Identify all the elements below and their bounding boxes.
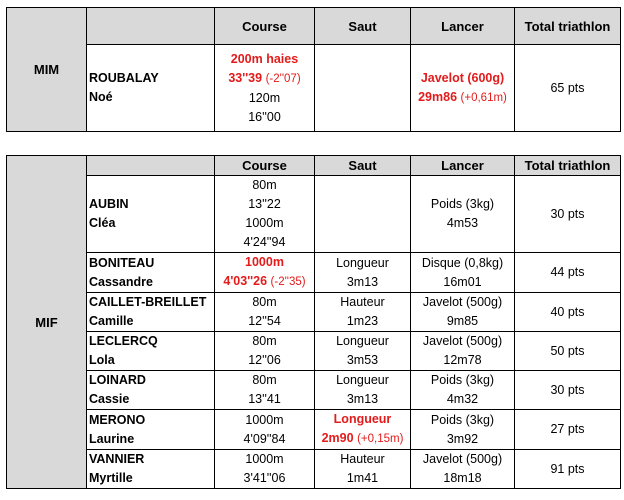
athlete-name-cell xyxy=(87,45,215,132)
athlete-row xyxy=(7,293,621,332)
course-value: 4'09''84 xyxy=(243,431,286,446)
course-value: 80m xyxy=(252,178,277,192)
header-total: Total triathlon xyxy=(515,8,621,45)
lancer-event: Javelot (500g) xyxy=(422,295,503,309)
athlete-first-name: Camille xyxy=(89,314,134,328)
saut-cell xyxy=(315,176,411,253)
total-cell: 30 pts xyxy=(515,176,621,253)
course-perf-note: (-2''35) xyxy=(270,276,306,288)
lancer-event: Poids (3kg) xyxy=(430,412,495,427)
course-value: 12''54 xyxy=(248,314,281,328)
athlete-last-name: LOINARD xyxy=(89,373,146,387)
athlete-last-name: AUBIN xyxy=(89,197,129,211)
athlete-last-name: MERONO xyxy=(89,412,146,427)
athlete-first-name: Noé xyxy=(89,90,113,104)
lancer-event: Poids (3kg) xyxy=(430,373,495,387)
course-value: 80m xyxy=(252,334,277,348)
saut-perf: 3m13 xyxy=(346,392,379,406)
saut-perf: 1m41 xyxy=(346,471,379,485)
lancer-event: Disque (0,8kg) xyxy=(421,255,504,270)
course-event-highlight: 1000m xyxy=(245,255,284,269)
athlete-last-name: BONITEAU xyxy=(89,255,155,270)
athlete-row xyxy=(7,253,621,293)
lancer-event: Javelot (500g) xyxy=(422,334,503,348)
athlete-row xyxy=(7,176,621,253)
total-cell: 91 pts xyxy=(515,450,621,489)
saut-perf: 3m53 xyxy=(346,353,379,367)
saut-cell xyxy=(315,45,411,132)
course-value: 13''41 xyxy=(248,392,281,406)
course-value: 3'41''06 xyxy=(243,471,286,485)
mif-table xyxy=(6,155,621,489)
athlete-last-name: LECLERCQ xyxy=(89,334,158,348)
lancer-cell xyxy=(411,45,515,132)
saut-event: Longueur xyxy=(336,255,389,270)
total-cell: 27 pts xyxy=(515,410,621,450)
saut-perf: 1m23 xyxy=(346,314,379,328)
athlete-first-name: Cassandre xyxy=(89,274,153,289)
course-value: 13''22 xyxy=(248,197,281,211)
total-cell: 50 pts xyxy=(515,332,621,371)
saut-event: Longueur xyxy=(336,373,389,387)
total-cell: 44 pts xyxy=(515,253,621,293)
lancer-perf: 12m78 xyxy=(443,353,482,367)
course-value: 1000m xyxy=(245,216,284,230)
saut-event-highlight: Longueur xyxy=(333,412,392,426)
course-value: 4'24''94 xyxy=(243,235,286,249)
athlete-row xyxy=(7,410,621,450)
athlete-first-name: Lola xyxy=(89,353,115,367)
course-value: 1000m xyxy=(245,452,284,466)
header-saut: Saut xyxy=(315,156,411,176)
header-blank xyxy=(87,156,215,176)
athlete-last-name: CAILLET-BREILLET xyxy=(89,295,207,309)
saut-perf-highlight: 2m90 xyxy=(321,431,354,445)
lancer-perf: 18m18 xyxy=(443,471,482,485)
course-event: 120m xyxy=(248,90,281,105)
athlete-first-name: Cléa xyxy=(89,216,116,230)
lancer-perf: 4m32 xyxy=(446,392,479,406)
total-cell: 40 pts xyxy=(515,293,621,332)
lancer-event: Javelot (600g) xyxy=(420,70,505,85)
header-lancer: Lancer xyxy=(411,156,515,176)
header-course: Course xyxy=(215,8,315,45)
athlete-row xyxy=(7,332,621,371)
athlete-first-name: Cassie xyxy=(89,392,130,406)
total-cell: 30 pts xyxy=(515,371,621,410)
header-blank xyxy=(87,8,215,45)
category-mif: MIF xyxy=(7,156,87,489)
athlete-first-name: Myrtille xyxy=(89,471,133,485)
header-saut: Saut xyxy=(315,8,411,45)
course-value: 80m xyxy=(252,295,277,309)
athlete-last-name: VANNIER xyxy=(89,452,145,466)
total-cell: 65 pts xyxy=(515,45,621,132)
lancer-perf: 29m86 xyxy=(418,89,458,104)
course-value: 1000m xyxy=(245,412,284,427)
saut-event: Hauteur xyxy=(340,452,385,466)
course-value: 12''06 xyxy=(248,353,281,367)
course-perf: 16''00 xyxy=(248,109,281,124)
athlete-last-name: ROUBALAY xyxy=(89,71,159,85)
course-perf-highlight: 33''39 xyxy=(228,70,263,85)
header-lancer: Lancer xyxy=(411,8,515,45)
lancer-event: Javelot (500g) xyxy=(422,452,503,466)
lancer-event: Poids (3kg) xyxy=(430,197,495,211)
lancer-perf: 9m85 xyxy=(446,314,479,328)
athlete-row xyxy=(7,450,621,489)
course-event-highlight: 200m haies xyxy=(230,51,299,66)
lancer-note: (+0,61m) xyxy=(460,91,507,104)
lancer-perf: 3m92 xyxy=(446,431,479,446)
course-cell xyxy=(215,45,315,132)
saut-event: Hauteur xyxy=(340,295,385,309)
course-perf-note: (-2''07) xyxy=(265,72,301,85)
lancer-perf: 4m53 xyxy=(446,216,479,230)
category-mim: MIM xyxy=(7,8,87,132)
course-value: 80m xyxy=(252,373,277,387)
header-total: Total triathlon xyxy=(515,156,621,176)
mim-table xyxy=(6,7,621,132)
saut-event: Longueur xyxy=(336,334,389,348)
athlete-row xyxy=(7,371,621,410)
lancer-perf: 16m01 xyxy=(443,274,482,289)
header-course: Course xyxy=(215,156,315,176)
saut-perf-note: (+0,15m) xyxy=(357,433,404,445)
saut-perf: 3m13 xyxy=(346,274,379,289)
course-perf-highlight: 4'03''26 xyxy=(223,274,268,288)
athlete-first-name: Laurine xyxy=(89,431,135,446)
